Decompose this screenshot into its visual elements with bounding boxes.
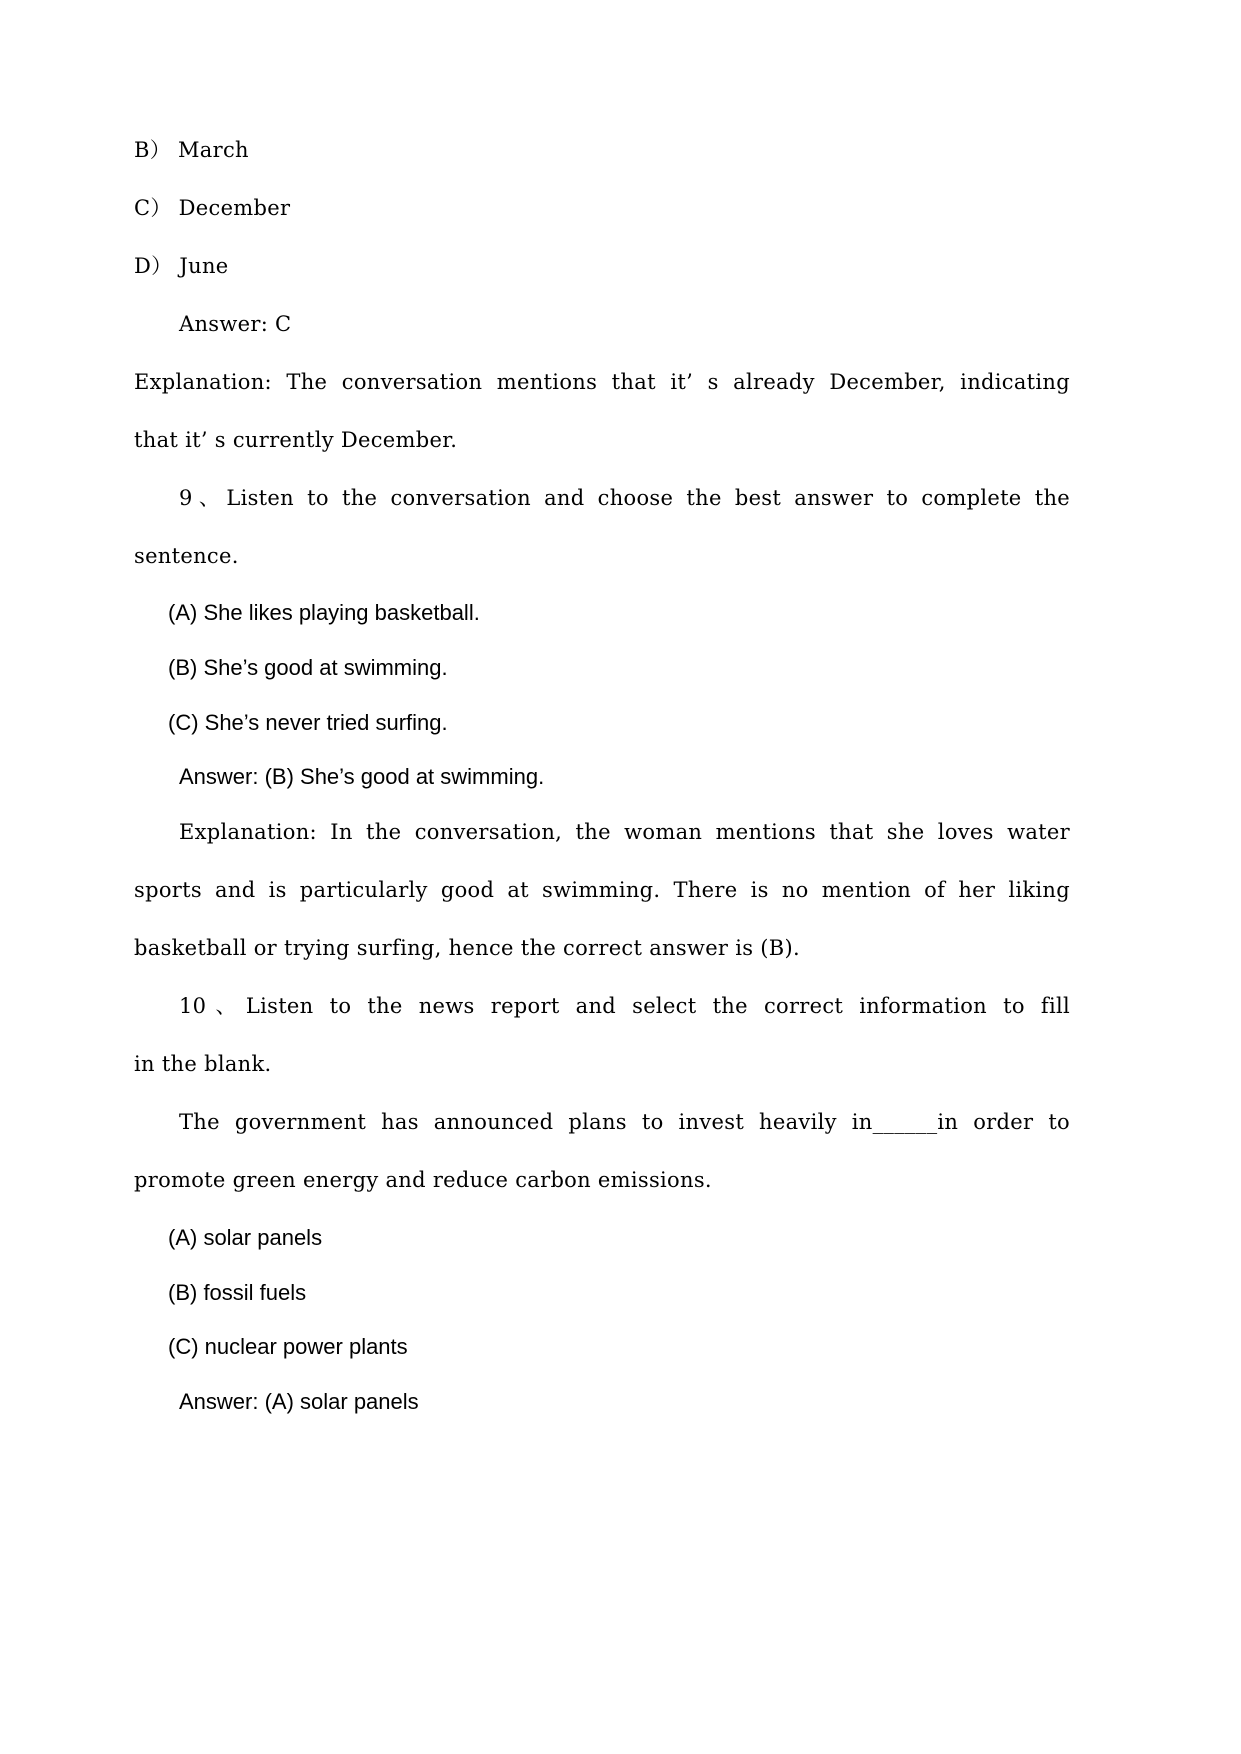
q8-option-b: B） March: [134, 138, 249, 162]
q10-option-c: (C) nuclear power plants: [168, 1334, 408, 1359]
q10-option-b: (B) fossil fuels: [168, 1280, 307, 1305]
q9-explanation-line-1: Explanation: In the conversation, the woman mentions that she loves water: [179, 820, 1070, 844]
q10-option-a: (A) solar panels: [168, 1225, 323, 1250]
q10-answer: Answer: (A) solar panels: [179, 1389, 419, 1414]
q8-explanation-line-1: Explanation: The conversation mentions that it’ s already December, indicating: [134, 370, 1070, 394]
q9-explanation-line-2: sports and is particularly good at swimming. There is no mention of her liking: [134, 878, 1070, 902]
q10-sentence-line-2: promote green energy and reduce carbon emissions.: [134, 1168, 712, 1192]
q8-option-c: C） December: [134, 196, 291, 220]
q8-answer: Answer: C: [179, 312, 292, 336]
q9-prompt-line-1: 9、Listen to the conversation and choose the best answer to complete the: [179, 486, 1070, 510]
q9-answer: Answer: (B) She’s good at swimming.: [179, 764, 545, 789]
q10-prompt-line-2: in the blank.: [134, 1052, 272, 1076]
q10-sentence-line-1: The government has announced plans to invest heavily in______in order to: [179, 1110, 1070, 1134]
q9-explanation-line-3: basketball or trying surfing, hence the correct answer is (B).: [134, 936, 801, 960]
q9-option-a: (A) She likes playing basketball.: [168, 600, 480, 625]
q8-option-d: D） June: [134, 254, 229, 278]
q9-option-b: (B) She’s good at swimming.: [168, 655, 448, 680]
q8-explanation-line-2: that it’ s currently December.: [134, 428, 458, 452]
q9-prompt-line-2: sentence.: [134, 544, 239, 568]
q10-prompt-line-1: 10、Listen to the news report and select the correct information to fill: [179, 994, 1070, 1018]
q9-option-c: (C) She’s never tried surfing.: [168, 710, 448, 735]
